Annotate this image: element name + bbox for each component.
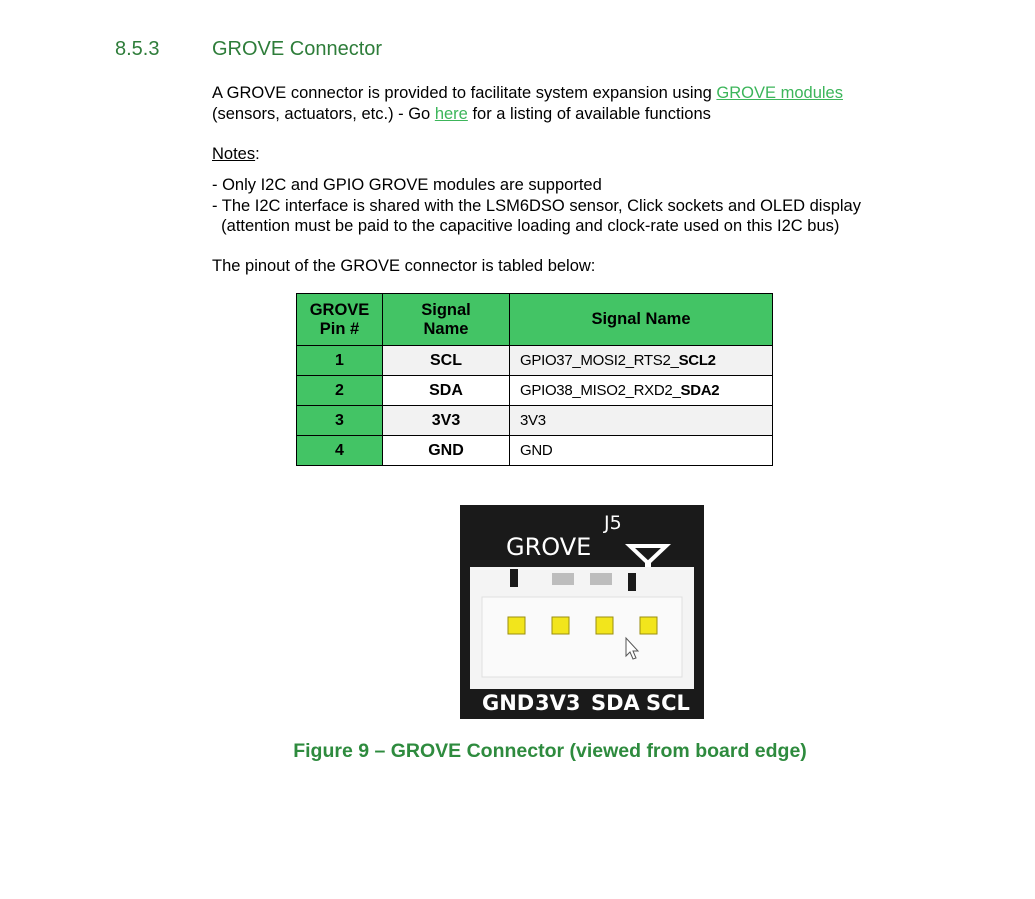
pinout-table bbox=[296, 293, 773, 466]
signal-name: SCL bbox=[383, 346, 510, 376]
housing-notch bbox=[552, 573, 574, 585]
table-row bbox=[297, 436, 773, 466]
note-item-3: (attention must be paid to the capacitive loading and clock-rate used on this I2C bus) bbox=[212, 217, 840, 235]
signal-name: 3V3 bbox=[383, 406, 510, 436]
notes-label: Notes bbox=[212, 145, 256, 163]
pin-label-gnd: GND bbox=[482, 691, 535, 715]
pin-label-3v3: 3V3 bbox=[535, 691, 581, 715]
signal-full-name: GND bbox=[510, 436, 773, 466]
signal-full-name: GPIO38_MISO2_RXD2_SDA2 bbox=[510, 376, 773, 406]
pin-pad-3v3 bbox=[552, 617, 569, 634]
housing-notch bbox=[590, 573, 612, 585]
note-item-2: - The I2C interface is shared with the LSM6DSO sensor, Click sockets and OLED display bbox=[212, 197, 861, 215]
table-row bbox=[297, 346, 773, 376]
housing-notch-left bbox=[510, 569, 518, 587]
housing-notch-right bbox=[628, 573, 636, 591]
pinout-intro: The pinout of the GROVE connector is tabled below: bbox=[212, 257, 596, 275]
pin-label-scl: SCL bbox=[646, 691, 690, 715]
table-header-row bbox=[297, 294, 773, 346]
signal-full-name: 3V3 bbox=[510, 406, 773, 436]
intro-text-2: (sensors, actuators, etc.) - Go bbox=[212, 105, 435, 123]
note-item-1: - Only I2C and GPIO GROVE modules are supported bbox=[212, 176, 602, 194]
connector-cavity bbox=[482, 597, 682, 677]
intro-text-1: A GROVE connector is provided to facilitate system expansion using bbox=[212, 84, 717, 102]
intro-line-1 bbox=[212, 83, 843, 104]
notes-heading bbox=[212, 144, 260, 165]
pin-number: 2 bbox=[297, 376, 383, 406]
intro-line-2 bbox=[212, 104, 711, 125]
grove-connector-figure bbox=[460, 505, 704, 719]
pin-number: 3 bbox=[297, 406, 383, 436]
signal-full-name: GPIO37_MOSI2_RTS2_SCL2 bbox=[510, 346, 773, 376]
signal-name: SDA bbox=[383, 376, 510, 406]
signal-name: GND bbox=[383, 436, 510, 466]
header-signal-full: Signal Name bbox=[510, 294, 773, 346]
pin-label-sda: SDA bbox=[591, 691, 640, 715]
pin-number: 1 bbox=[297, 346, 383, 376]
pin-pad-sda bbox=[596, 617, 613, 634]
section-number: 8.5.3 bbox=[115, 38, 160, 60]
here-link[interactable]: here bbox=[434, 105, 468, 123]
grove-connector-drawing bbox=[460, 505, 704, 719]
header-signal: Signal Name bbox=[383, 294, 510, 346]
connector-ref-label: J5 bbox=[604, 512, 622, 534]
grove-silkscreen-label: GROVE bbox=[506, 533, 592, 561]
table-row bbox=[297, 406, 773, 436]
table-row bbox=[297, 376, 773, 406]
pin-number: 4 bbox=[297, 436, 383, 466]
pin-pad-gnd bbox=[508, 617, 525, 634]
pin-pad-scl bbox=[640, 617, 657, 634]
figure-caption: Figure 9 – GROVE Connector (viewed from board edge) bbox=[293, 740, 807, 762]
section-title: GROVE Connector bbox=[212, 38, 383, 60]
intro-text-3: for a listing of available functions bbox=[467, 105, 711, 123]
header-pin: GROVE Pin # bbox=[297, 294, 383, 346]
notes-colon: : bbox=[255, 145, 260, 163]
grove-modules-link[interactable]: GROVE modules bbox=[716, 84, 843, 102]
